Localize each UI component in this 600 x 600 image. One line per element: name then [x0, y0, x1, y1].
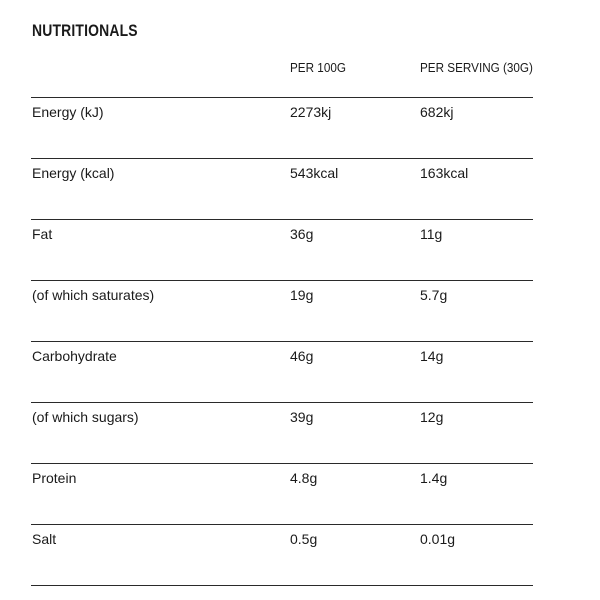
nutrient-label: Protein [32, 469, 77, 486]
value-per-serving: 5.7g [420, 286, 448, 303]
table-row [31, 464, 533, 525]
nutrition-table [31, 50, 533, 586]
table-row [31, 403, 533, 464]
table-row [31, 281, 533, 342]
value-per-100g: 2273kj [290, 103, 332, 120]
table-row [31, 98, 533, 159]
value-per-serving: 163kcal [420, 164, 469, 181]
value-per-100g: 543kcal [290, 164, 339, 181]
value-per-serving: 14g [420, 347, 444, 364]
value-per-100g: 46g [290, 347, 314, 364]
table-row [31, 342, 533, 403]
value-per-100g: 36g [290, 225, 314, 242]
page-title: NUTRITIONALS [32, 21, 138, 40]
column-header-per-serving: PER SERVING (30G) [420, 60, 533, 75]
value-per-100g: 0.5g [290, 530, 318, 547]
nutrient-label: Salt [32, 530, 57, 547]
value-per-serving: 682kj [420, 103, 454, 120]
nutrient-label: Energy (kJ) [32, 103, 104, 120]
nutrient-label: Energy (kcal) [32, 164, 115, 181]
nutrient-label: Fat [32, 225, 53, 242]
nutrient-label: (of which sugars) [32, 408, 139, 425]
value-per-serving: 12g [420, 408, 444, 425]
value-per-serving: 0.01g [420, 530, 456, 547]
table-row [31, 159, 533, 220]
value-per-serving: 1.4g [420, 469, 448, 486]
value-per-100g: 4.8g [290, 469, 318, 486]
table-row [31, 220, 533, 281]
table-row [31, 525, 533, 586]
value-per-serving: 11g [420, 225, 443, 242]
nutrient-label: Carbohydrate [32, 347, 117, 364]
nutrient-label: (of which saturates) [32, 286, 155, 303]
value-per-100g: 19g [290, 286, 314, 303]
value-per-100g: 39g [290, 408, 314, 425]
column-header-per-100g: PER 100G [290, 60, 346, 75]
table-header-row [31, 50, 533, 98]
